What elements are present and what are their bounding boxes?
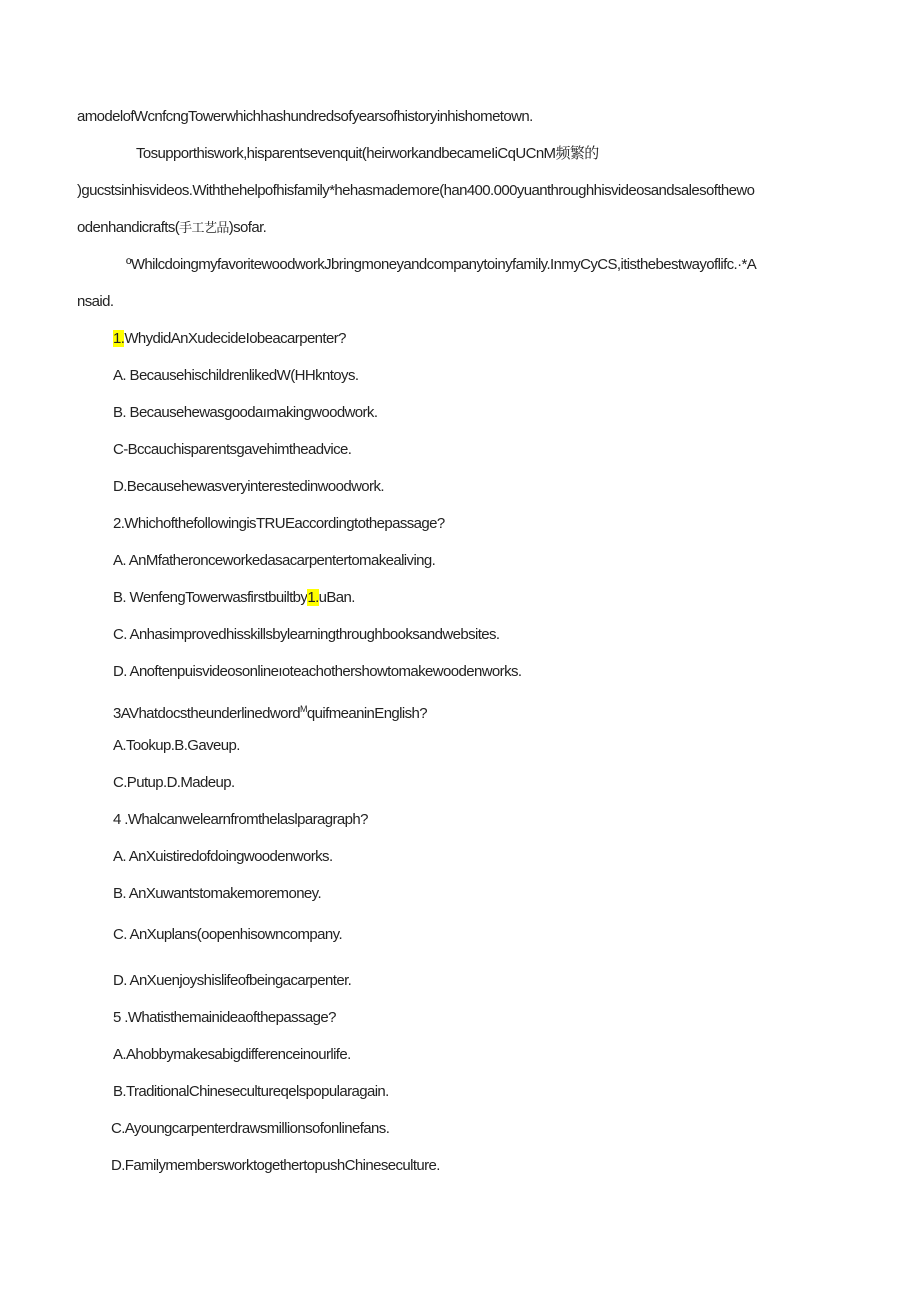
question-4-stem: 4 .Whalcanwelearnfromthelaslparagraph? xyxy=(113,811,368,828)
question-2-option-d: D. Anoftenpuisvideosonlineıoteachothershowtomakewoodenworks. xyxy=(113,663,522,680)
question-1-option-b: B. Becausehewasgoodaımakingwoodwork. xyxy=(113,404,378,421)
passage-line-4-chinese-gloss: 手工艺品 xyxy=(179,221,229,236)
passage-line-5: ºWhilcdoingmyfavoritewoodworkJbringmoneyandcompanytoinyfamily.InmyCyCS,itisthebestwayoflifc.·*A xyxy=(126,256,757,273)
question-1-option-c: C-Bccauchisparentsgavehimtheadvice. xyxy=(113,441,352,458)
passage-line-3: )gucstsinhisvideos.Withthehelpofhisfamily*hehasmademore(han400.000yuanthroughhisvideosandsalesofthewo xyxy=(77,182,755,199)
question-3-stem xyxy=(113,699,427,724)
question-4-option-c: C. AnXuplans(oopenhisowncompany. xyxy=(113,926,343,943)
question-1-stem xyxy=(113,329,346,349)
question-5-option-b: B.TraditionalChinesecultureqelspopularagain. xyxy=(113,1083,389,1100)
question-4-option-d: D. AnXuenjoyshislifeofbeingacarpenter. xyxy=(113,972,352,989)
question-3-options-ab: A.Tookup.B.Gaveup. xyxy=(113,737,240,754)
question-2-option-b-text-b: uBan. xyxy=(318,589,355,606)
question-5-option-d: D.FamilymembersworktogethertopushChineseculture. xyxy=(111,1157,440,1174)
question-4-option-b: B. AnXuwantstomakemoremoney. xyxy=(113,885,322,902)
question-2-option-b-text-a: B. WenfengTowerwasfirstbuiltby xyxy=(113,589,308,606)
question-2-option-b xyxy=(113,588,355,608)
passage-line-4-text-b: )sofar. xyxy=(228,219,267,236)
question-4-option-a: A. AnXuistiredofdoingwoodenworks. xyxy=(113,848,333,865)
question-1-option-d: D.Becausehewasveryinterestedinwoodwork. xyxy=(113,478,384,495)
question-5-option-c: C.Ayoungcarpenterdrawsmillionsofonlinefans. xyxy=(111,1120,390,1137)
passage-line-1: amodelofWcnfcngTowerwhichhashundredsofyearsofhistoryinhishometown. xyxy=(77,108,533,125)
question-1-text: WhydidAnXudecideIobeacarpenter? xyxy=(124,330,346,347)
question-5-option-a: A.Ahobbymakesabigdifferenceinourlife. xyxy=(113,1046,351,1063)
passage-line-6: nsaid. xyxy=(77,293,114,310)
question-1-number-highlight: 1. xyxy=(113,330,125,347)
question-3-text-a: 3AVhatdocstheunderlinedword xyxy=(113,705,300,722)
question-3-superscript: M xyxy=(300,704,307,714)
question-2-option-a: A. AnMfatheronceworkedasacarpentertomakealiving. xyxy=(113,552,436,569)
question-3-options-cd: C.Putup.D.Madeup. xyxy=(113,774,235,791)
passage-line-2: Tosupporthiswork,hisparentsevenquit(heirworkandbecameIiCqUCnM频繁的 xyxy=(136,145,599,162)
question-1-option-a: A. BecausehischildrenlikedW(HHkntoys. xyxy=(113,367,359,384)
passage-line-4-text-a: odenhandicrafts( xyxy=(77,219,180,236)
question-3-text-b: quifmeaninEnglish? xyxy=(306,705,428,722)
question-2-option-c: C. Anhasimprovedhisskillsbylearningthroughbooksandwebsites. xyxy=(113,626,500,643)
question-2-option-b-highlight: 1. xyxy=(307,589,319,606)
question-5-stem: 5 .Whatisthemainideaofthepassage? xyxy=(113,1009,336,1026)
question-2-stem: 2.WhichofthefollowingisTRUEaccordingtothepassage? xyxy=(113,515,445,532)
passage-line-4 xyxy=(77,218,266,239)
